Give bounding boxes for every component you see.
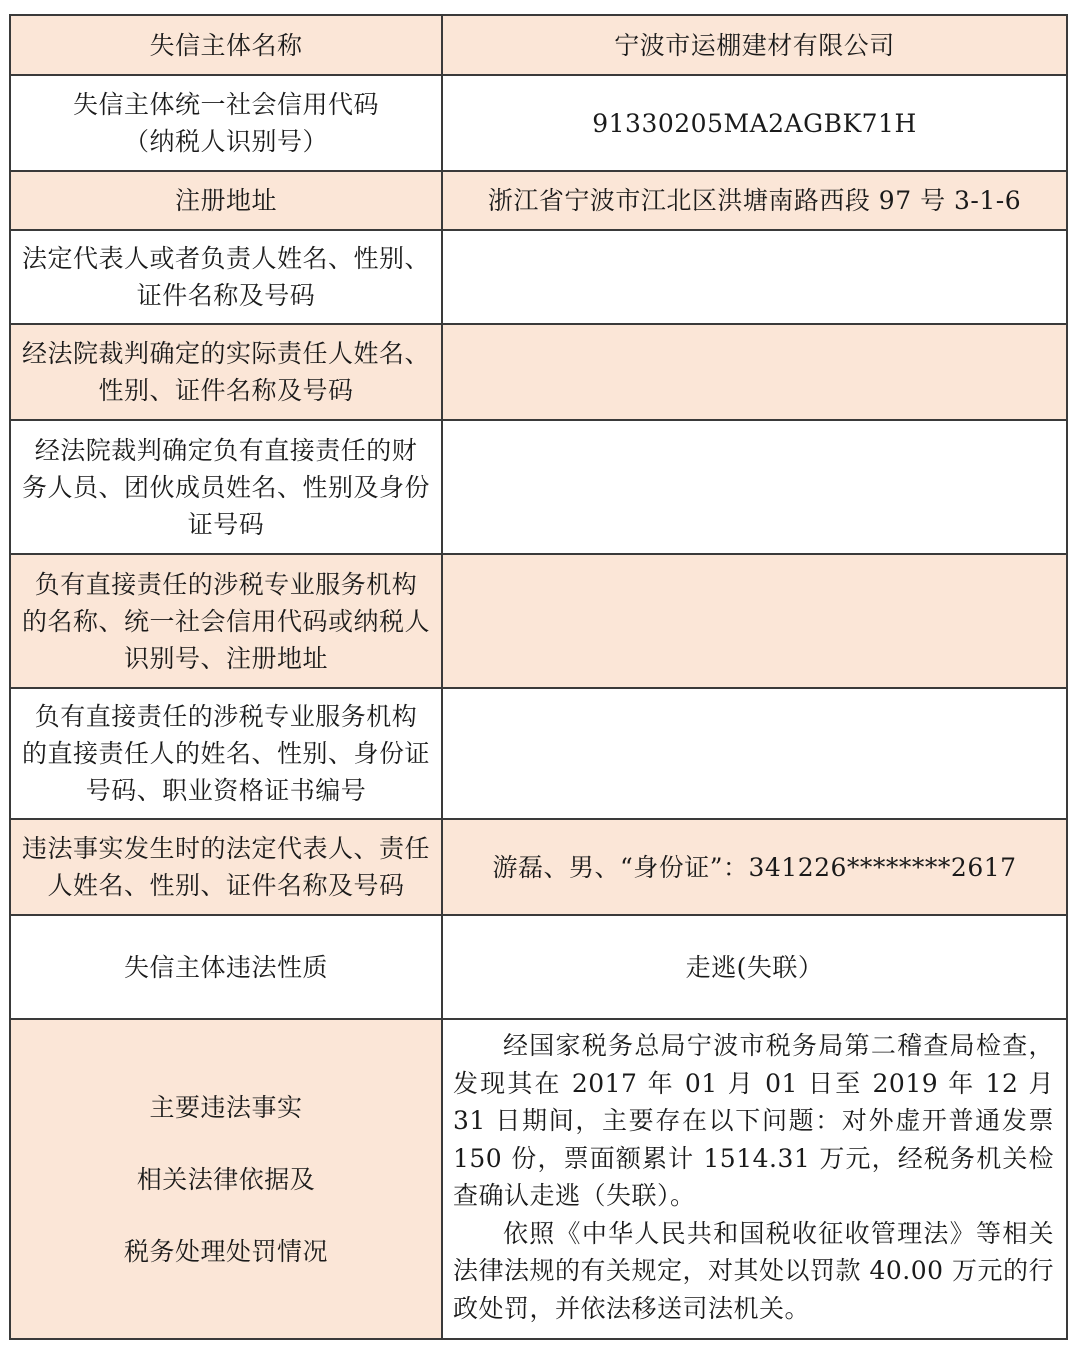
- value-entity-name: 宁波市运棚建材有限公司: [442, 15, 1067, 75]
- row-tax-agency: [10, 554, 1067, 688]
- label-representative-at-violation: 违法事实发生时的法定代表人、责任 人姓名、性别、证件名称及号码: [10, 819, 442, 915]
- label-actual-responsible-person: 经法院裁判确定的实际责任人姓名、 性别、证件名称及号码: [10, 324, 442, 420]
- value-violation-nature: 走逃(失联）: [442, 915, 1067, 1019]
- row-actual-responsible-person: [10, 324, 1067, 420]
- row-credit-code: [10, 75, 1067, 171]
- value-main-facts: [442, 1019, 1067, 1339]
- value-registered-address: 浙江省宁波市江北区洪塘南路西段 97 号 3-1-6: [442, 171, 1067, 230]
- label-entity-name: 失信主体名称: [10, 15, 442, 75]
- dishonest-entity-table: [9, 14, 1068, 1340]
- row-representative-at-violation: [10, 819, 1067, 915]
- label-legal-representative: 法定代表人或者负责人姓名、性别、 证件名称及号码: [10, 230, 442, 324]
- row-registered-address: [10, 171, 1067, 230]
- label-credit-code: 失信主体统一社会信用代码 （纳税人识别号）: [10, 75, 442, 171]
- value-representative-at-violation: 游磊、男、“身份证”：341226********2617: [442, 819, 1067, 915]
- label-tax-agency-person: 负有直接责任的涉税专业服务机构 的直接责任人的姓名、性别、身份证 号码、职业资格证书编号: [10, 688, 442, 819]
- row-tax-agency-person: [10, 688, 1067, 819]
- value-credit-code: 91330205MA2AGBK71H: [442, 75, 1067, 171]
- value-tax-agency: [442, 554, 1067, 688]
- value-actual-responsible-person: [442, 324, 1067, 420]
- value-tax-agency-person: [442, 688, 1067, 819]
- label-violation-nature: 失信主体违法性质: [10, 915, 442, 1019]
- label-finance-staff: 经法院裁判确定负有直接责任的财 务人员、团伙成员姓名、性别及身份 证号码: [10, 420, 442, 554]
- label-tax-agency: 负有直接责任的涉税专业服务机构 的名称、统一社会信用代码或纳税人 识别号、注册地址: [10, 554, 442, 688]
- value-legal-representative: [442, 230, 1067, 324]
- row-main-facts: [10, 1019, 1067, 1339]
- row-entity-name: [10, 15, 1067, 75]
- row-violation-nature: [10, 915, 1067, 1019]
- row-finance-staff: [10, 420, 1067, 554]
- facts-paragraph-inspection: 经国家税务总局宁波市税务局第二稽查局检查，发现其在 2017 年 01 月 01 日至 2019 年 12 月 31 日期间，主要存在以下问题：对外虚开普通发票 150 份，票面额累计 1514.31 万元，经税务机关检查确认走逃（失联）。: [453, 1031, 1054, 1210]
- facts-paragraph-penalty: 依照《中华人民共和国税收征收管理法》等相关法律法规的有关规定，对其处以罚款 40.00 万元的行政处罚，并依法移送司法机关。: [453, 1218, 1054, 1323]
- label-registered-address: 注册地址: [10, 171, 442, 230]
- row-legal-representative: [10, 230, 1067, 324]
- label-main-facts: 主要违法事实 相关法律依据及 税务处理处罚情况: [10, 1019, 442, 1339]
- value-finance-staff: [442, 420, 1067, 554]
